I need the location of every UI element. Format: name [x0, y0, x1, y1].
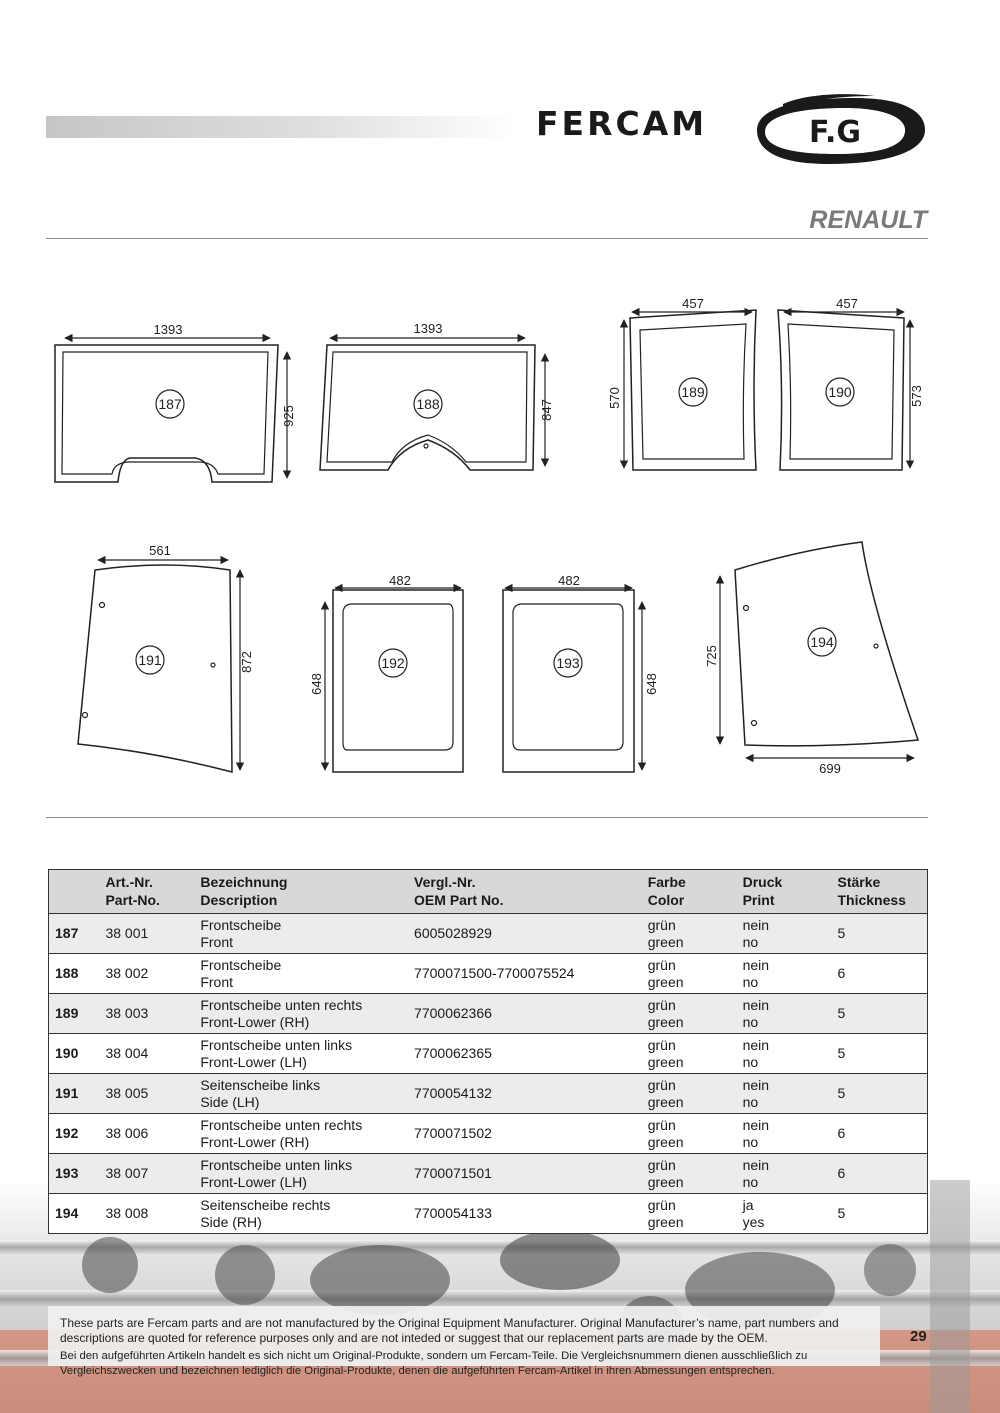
row-description: Frontscheibe unten links Front-Lower (LH)	[194, 1034, 408, 1074]
dim-190-height: 573	[909, 385, 924, 407]
dim-194-height: 725	[704, 645, 719, 667]
header-color: Farbe Color	[642, 870, 737, 914]
row-part-no: 38 006	[99, 1114, 194, 1154]
parts-table	[48, 869, 928, 1234]
dim-187-width: 1393	[153, 322, 183, 337]
dim-192-height: 648	[309, 673, 324, 695]
drawing-188-label: 188	[416, 396, 440, 412]
row-description: Seitenscheibe links Side (LH)	[194, 1074, 408, 1114]
row-description: Frontscheibe unten rechts Front-Lower (RH)	[194, 994, 408, 1034]
table-row	[49, 1194, 928, 1234]
header-print: Druck Print	[737, 870, 832, 914]
row-oem: 7700054133	[408, 1194, 642, 1234]
row-id: 189	[49, 994, 100, 1034]
row-print: nein no	[737, 914, 832, 954]
row-description: Frontscheibe Front	[194, 914, 408, 954]
logo-text: FERCAM	[536, 104, 708, 143]
row-part-no: 38 003	[99, 994, 194, 1034]
row-oem: 7700071500-7700075524	[408, 954, 642, 994]
drawing-194-label: 194	[810, 634, 834, 650]
row-description: Frontscheibe unten links Front-Lower (LH)	[194, 1154, 408, 1194]
drawing-192	[325, 588, 463, 772]
row-thickness: 6	[831, 954, 927, 994]
row-oem: 7700071501	[408, 1154, 642, 1194]
table-row	[49, 954, 928, 994]
row-color: grün green	[642, 1074, 737, 1114]
table-row	[49, 1114, 928, 1154]
row-thickness: 5	[831, 1034, 927, 1074]
dim-189-height: 570	[607, 387, 622, 409]
row-thickness: 6	[831, 1154, 927, 1194]
row-thickness: 5	[831, 1194, 927, 1234]
dim-193-height: 648	[644, 673, 659, 695]
dim-188-height: 847	[539, 399, 554, 421]
row-print: nein no	[737, 1074, 832, 1114]
row-color: grün green	[642, 1154, 737, 1194]
row-part-no: 38 001	[99, 914, 194, 954]
table-header-row	[49, 870, 928, 914]
row-part-no: 38 005	[99, 1074, 194, 1114]
row-color: grün green	[642, 1114, 737, 1154]
row-id: 190	[49, 1034, 100, 1074]
page-number: 29	[910, 1328, 927, 1345]
row-print: nein no	[737, 1034, 832, 1074]
drawing-190-label: 190	[828, 384, 852, 400]
drawing-192-label: 192	[381, 655, 405, 671]
row-id: 194	[49, 1194, 100, 1234]
dim-193-width: 482	[558, 573, 580, 588]
drawing-187-label: 187	[158, 396, 182, 412]
drawing-193-label: 193	[556, 655, 580, 671]
dim-194-width: 699	[819, 761, 841, 776]
dim-188-width: 1393	[413, 321, 443, 336]
table-row	[49, 994, 928, 1034]
row-color: grün green	[642, 1194, 737, 1234]
row-thickness: 5	[831, 994, 927, 1034]
logo-badge-text: F.G	[808, 115, 862, 150]
row-part-no: 38 007	[99, 1154, 194, 1194]
disclaimer-de: Bei den aufgeführten Artikeln handelt es sich nicht um Original-Produkte, sondern um Fercam-Teile. Die Vergleichsnummern dienen ausschließlich zu Vergleichszwecken und bezeichnen lediglich die Original-Produkte, denen die aufgeführten Fercam-Artikel in ihren Abmessungen entsprechen.	[60, 1350, 808, 1377]
dim-192-width: 482	[389, 573, 411, 588]
row-color: grün green	[642, 994, 737, 1034]
row-thickness: 5	[831, 914, 927, 954]
row-description: Frontscheibe Front	[194, 954, 408, 994]
dim-191-width: 561	[149, 543, 171, 558]
header-description: Bezeichnung Description	[194, 870, 408, 914]
header-thickness: Stärke Thickness	[831, 870, 927, 914]
row-print: nein no	[737, 954, 832, 994]
row-thickness: 6	[831, 1114, 927, 1154]
row-oem: 7700071502	[408, 1114, 642, 1154]
row-part-no: 38 002	[99, 954, 194, 994]
row-oem: 7700054132	[408, 1074, 642, 1114]
row-part-no: 38 004	[99, 1034, 194, 1074]
drawing-191-label: 191	[138, 652, 162, 668]
drawings-rule	[46, 817, 928, 818]
row-thickness: 5	[831, 1074, 927, 1114]
drawing-189-label: 189	[681, 384, 705, 400]
header-oem: Vergl.-Nr. OEM Part No.	[408, 870, 642, 914]
row-color: grün green	[642, 954, 737, 994]
row-color: grün green	[642, 1034, 737, 1074]
row-oem: 7700062365	[408, 1034, 642, 1074]
disclaimer-box	[48, 1306, 880, 1377]
row-id: 192	[49, 1114, 100, 1154]
table-row	[49, 914, 928, 954]
table-row	[49, 1154, 928, 1194]
dim-189-width: 457	[682, 296, 704, 311]
drawing-193	[503, 588, 642, 772]
row-id: 188	[49, 954, 100, 994]
row-id: 191	[49, 1074, 100, 1114]
row-print: nein no	[737, 994, 832, 1034]
row-description: Seitenscheibe rechts Side (RH)	[194, 1194, 408, 1234]
row-print: nein no	[737, 1114, 832, 1154]
disclaimer-en: These parts are Fercam parts and are not manufactured by the Original Equipment Manufacturer. Original Manufacturer’s name, part numbers and descriptions are quoted for reference purposes only and are not inteded or suggest that our replacement parts are made by the OEM.	[60, 1316, 839, 1345]
dim-187-height: 925	[281, 405, 296, 427]
row-id: 193	[49, 1154, 100, 1194]
table-row	[49, 1034, 928, 1074]
row-id: 187	[49, 914, 100, 954]
dim-191-height: 872	[239, 651, 254, 673]
row-description: Frontscheibe unten rechts Front-Lower (RH)	[194, 1114, 408, 1154]
header-index	[49, 870, 100, 914]
table-row	[49, 1074, 928, 1114]
header-part-no: Art.-Nr. Part-No.	[99, 870, 194, 914]
row-oem: 7700062366	[408, 994, 642, 1034]
vehicle-make-title: RENAULT	[809, 206, 927, 234]
row-part-no: 38 008	[99, 1194, 194, 1234]
row-oem: 6005028929	[408, 914, 642, 954]
dim-190-width: 457	[836, 296, 858, 311]
row-print: nein no	[737, 1154, 832, 1194]
row-color: grün green	[642, 914, 737, 954]
row-print: ja yes	[737, 1194, 832, 1234]
drawing-194	[720, 542, 918, 758]
